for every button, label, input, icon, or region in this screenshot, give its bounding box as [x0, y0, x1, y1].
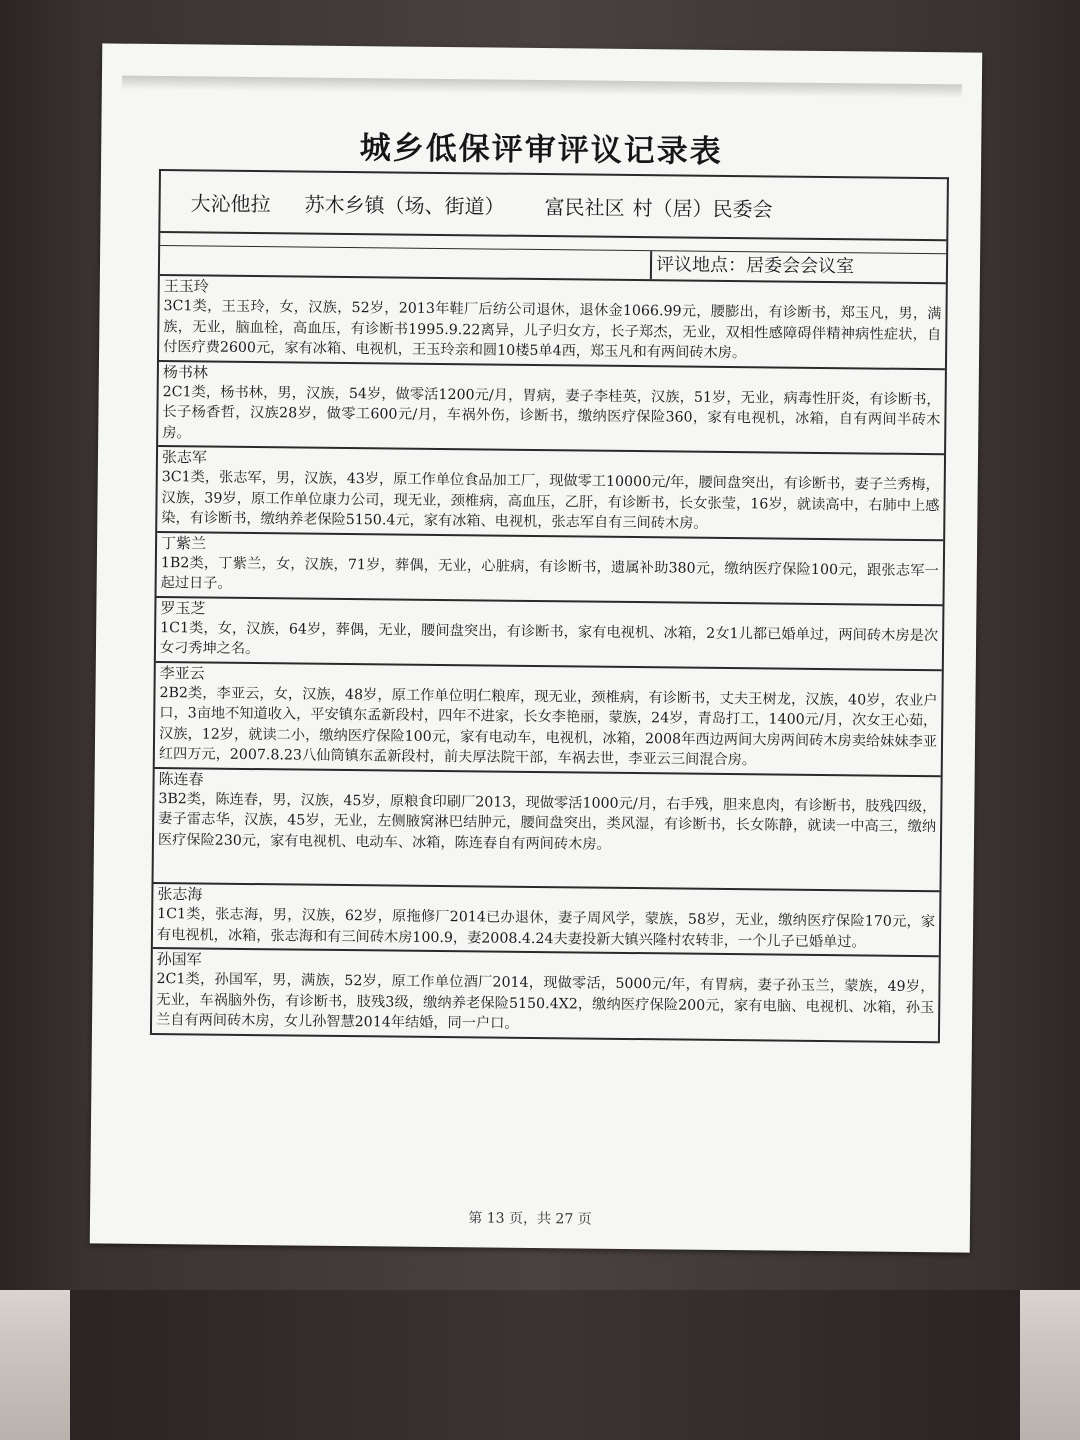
entry-text: 1C1类，女，汉族，64岁，葬偶，无业，腰间盘突出，有诊断书，家有电视机、冰箱，2女1儿都已婚单过，两间砖木房是次女刁秀坤之名。 — [159, 619, 939, 658]
entry-name: 陈连春 — [158, 769, 204, 789]
header-row — [160, 171, 947, 241]
list-item — [155, 663, 942, 777]
list-item — [157, 447, 944, 541]
location-cell: 评议地点：居委会会议室 — [650, 251, 946, 282]
list-item — [152, 949, 939, 1043]
entry-name: 孙国军 — [156, 950, 202, 969]
list-item — [156, 598, 943, 671]
entry-text: 3B2类，陈连春，男，汉族，45岁，原粮食印刷厂2013，现做零活1000元/月，右手残，胆来息肉，有诊断书，肢残四级，妻子雷志华，汉族，45岁，无业，左侧腋窝淋巴结肿元，腰间盘突出，类风湿，有诊断书，长女陈静，就读一中高三，缴纳医疗保险230元，家有电视机、电动车、冰箱，陈连春自有两间砖木房。 — [157, 790, 937, 853]
entries-list — [152, 276, 946, 1043]
entry-text: 3C1类，王玉玲，女，汉族，52岁，2013年鞋厂后纺公司退休，退休金1066.99元，腰膨出，有诊断书，郑玉凡，男，满族，无业，脑血栓，高血压，有诊断书1995.9.22离异，儿子归女方，长子郑杰，无业，双相性感障碍伴精神病性症状，自付医疗费2600元，家有冰箱、电视机，王玉玲亲和圆10楼5单4西，郑玉凡和有两间砖木房。 — [163, 298, 942, 362]
list-item — [157, 533, 944, 606]
page-footer: 第 13 页，共 27 页 — [468, 1210, 592, 1228]
entry-name: 王玉玲 — [163, 277, 209, 296]
entry-text: 3C1类，张志军，男，汉族，43岁，原工作单位食品加工厂，现做零工10000元/年，腰间盘突出，有诊断书，妻子兰秀梅，汉族，39岁，原工作单位康力公司，现无业，颈椎病，高血压，乙肝，有诊断书，长女张莹，16岁，就读高中，右肺中上感染，有诊断书，缴纳养老保险5150.4元，家有冰箱、电视机，张志军自有三间砖木房。 — [161, 469, 940, 532]
community-name: 富民社区 — [544, 194, 625, 220]
township-label: 苏木乡镇（场、街道） — [304, 192, 505, 219]
list-item — [159, 276, 946, 370]
list-item — [158, 362, 945, 456]
table-shadow — [70, 1290, 1020, 1440]
entry-text: 2C1类，杨书林，男，汉族，54岁，做零活1200元/月，胃病，妻子李桂英，汉族，51岁，无业，病毒性肝炎，有诊断书，长子杨香哲，汉族28岁，做零工600元/月，车祸外伤，诊断书，缴纳医疗保险360，家有电视机，冰箱，自有两间半砖木房。 — [162, 383, 941, 441]
committee-label: 村（居）民委会 — [632, 195, 773, 221]
township-name: 大沁他拉 — [190, 190, 271, 216]
entry-text: 2C1类，孙国军，男，满族，52岁，原工作单位酒厂2014，现做零活，5000元/年，有胃病，妻子孙玉兰，蒙族，49岁，无业，车祸脑外伤，有诊断书，肢残3级，缴纳养老保险5150.4X2，缴纳医疗保险200元，家有电脑、电视机、冰箱，孙玉兰自有两间砖木房，女儿孙智慧2014年结婚，同一户口。 — [155, 971, 935, 1032]
entry-name: 张志军 — [161, 448, 208, 467]
paper-sheet — [90, 43, 983, 1252]
entry-name: 张志海 — [157, 885, 203, 904]
entry-text: 1C1类，张志海，男，汉族，62岁，原拖修厂2014已办退休，妻子周风学，蒙族，58岁，无业，缴纳医疗保险170元，家有电视机，冰箱，张志海和有三间砖木房100.9，妻2008.4.24夫妻投新大镇兴隆村农转非，一个儿子已婚单过。 — [156, 906, 936, 950]
record-table — [150, 169, 949, 1043]
entry-text: 2B2类，李亚云，女，汉族，48岁，原工作单位明仁粮库，现无业，颈椎病，有诊断书，丈夫王树龙，汉族，40岁，农业户口，3亩地不知道收入，平安镇东孟新段村，四年不进家，长女李艳丽，蒙族，24岁，青岛打工，1400元/月，次女王心茹，汉族，12岁，就读二小，缴纳医疗保险100元，家有电动车，电视机，冰箱，2008年西边两间大房两间砖木房卖给妹妹李亚红四万元，2007.8.23八仙筒镇东孟新段村，前夫厚法院干部，车祸去世，李亚云三间混合房。 — [158, 684, 938, 769]
entry-name: 丁紫兰 — [160, 533, 207, 553]
document-title: 城乡低保评审评议记录表 — [359, 130, 723, 170]
list-item — [153, 884, 940, 957]
entry-name: 罗玉芝 — [160, 598, 206, 618]
entry-text: 1B2类，丁紫兰，女，汉族，71岁，葬偶，无业，心脏病，有诊断书，遗属补助380元，缴纳医疗保险100元，跟张志军一起过日子。 — [160, 554, 939, 592]
list-item — [154, 769, 941, 893]
entry-name: 李亚云 — [159, 663, 205, 683]
entry-name: 杨书林 — [162, 362, 208, 382]
